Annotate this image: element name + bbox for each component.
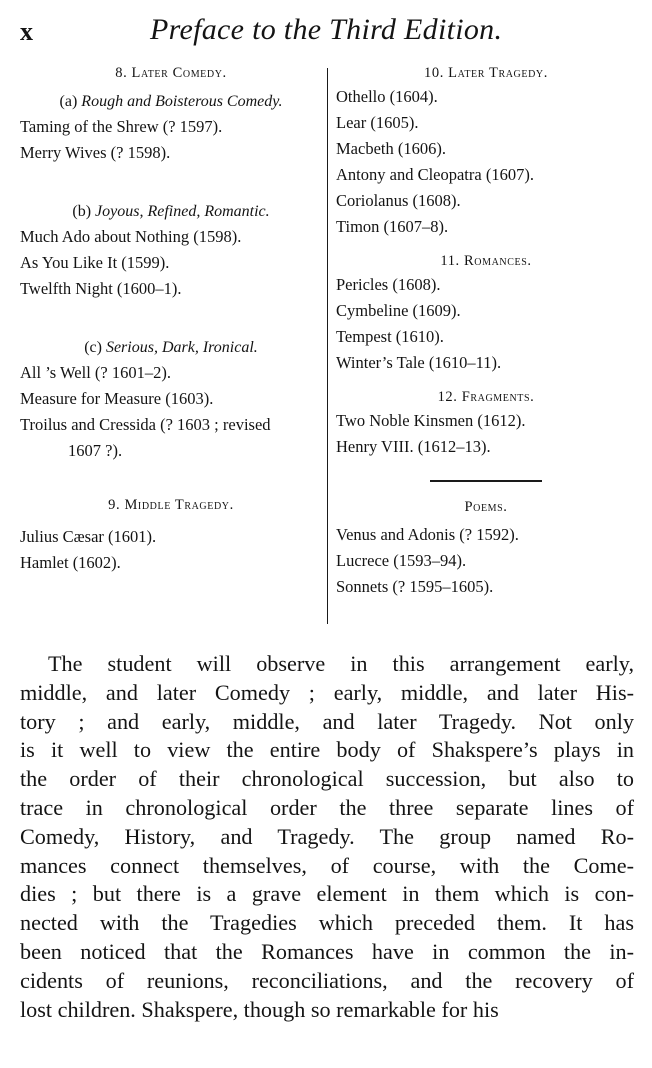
paragraph-line: is it well to view the entire body of Shakspere’s plays in <box>20 737 634 763</box>
poem-entry: Sonnets (? 1595–1605). <box>336 577 494 596</box>
poem-entry: Venus and Adonis (? 1592). <box>336 525 519 544</box>
subheading-label: (b) <box>72 203 92 220</box>
play-entry: Measure for Measure (1603). <box>20 389 214 408</box>
paragraph-line: tory ; and early, middle, and later Tragedy. Not only <box>20 708 634 734</box>
subheading-serious-dark <box>20 336 322 360</box>
subheading-rough-boisterous <box>20 90 322 114</box>
left-column <box>20 62 322 576</box>
play-entry: Pericles (1608). <box>336 275 441 294</box>
play-entry: Timon (1607–8). <box>336 217 449 236</box>
page-number: x <box>20 17 33 46</box>
play-entry: Henry VIII. (1612–13). <box>336 437 491 456</box>
paragraph-line: middle, and later Comedy ; early, middle, and later His- <box>20 679 634 705</box>
subheading-title: Serious, Dark, Ironical. <box>105 339 258 356</box>
play-entry: Two Noble Kinsmen (1612). <box>336 411 526 430</box>
section-heading-romances: 11. Romances. <box>440 253 532 269</box>
play-entry: Twelfth Night (1600–1). <box>20 279 182 298</box>
section-divider-rule <box>430 480 542 482</box>
section-heading-middle-tragedy: 9. Middle Tragedy. <box>108 497 234 513</box>
paragraph-line: mances connect themselves, of course, with the Come- <box>20 852 634 878</box>
subheading-title: Rough and Boisterous Comedy. <box>81 93 283 110</box>
paragraph-line: cidents of reunions, reconciliations, and the recovery of <box>20 967 634 993</box>
play-entry: Macbeth (1606). <box>336 139 446 158</box>
play-entry: Winter’s Tale (1610–11). <box>336 353 502 372</box>
paragraph-line: lost children. Shakspere, though so remarkable for his <box>20 996 499 1022</box>
section-heading-later-tragedy: 10. Later Tragedy. <box>424 65 548 81</box>
play-entry-line: Troilus and Cressida (? 1603 ; revised <box>20 415 271 434</box>
section-heading-later-comedy: 8. Later Comedy. <box>115 65 227 81</box>
play-entry: Lear (1605). <box>336 113 419 132</box>
right-column <box>336 62 636 600</box>
subheading-title: Joyous, Refined, Romantic. <box>95 203 270 220</box>
play-entry-troilus <box>20 412 322 464</box>
play-entry: Much Ado about Nothing (1598). <box>20 227 242 246</box>
play-entry: Antony and Cleopatra (1607). <box>336 165 534 184</box>
play-entry: Taming of the Shrew (? 1597). <box>20 117 223 136</box>
paragraph-line: been noticed that the Romances have in common the in- <box>20 938 634 964</box>
running-title: Preface to the Third Edition. <box>150 13 503 46</box>
play-entry: Merry Wives (? 1598). <box>20 143 171 162</box>
play-entry: Hamlet (1602). <box>20 553 121 572</box>
play-entry: Julius Cæsar (1601). <box>20 527 157 546</box>
section-heading-poems: Poems. <box>464 499 508 515</box>
subheading-joyous-refined <box>20 200 322 224</box>
paragraph-line: dies ; but there is a grave element in them which is con- <box>20 881 634 907</box>
paragraph-line: Comedy, History, and Tragedy. The group named Ro- <box>20 823 634 849</box>
section-heading-fragments: 12. Fragments. <box>437 389 535 405</box>
play-entry: Cymbeline (1609). <box>336 301 461 320</box>
play-entry: Othello (1604). <box>336 87 438 106</box>
play-entry: Tempest (1610). <box>336 327 444 346</box>
play-entry-continuation: 1607 ?). <box>68 441 123 460</box>
paragraph-line: trace in chronological order the three separate lines of <box>20 794 634 820</box>
poem-entry: Lucrece (1593–94). <box>336 551 467 570</box>
paragraph-line: nected with the Tragedies which preceded them. It has <box>20 910 634 936</box>
paragraph-line: The student will observe in this arrangement early, <box>48 651 634 676</box>
play-entry: As You Like It (1599). <box>20 253 170 272</box>
column-divider <box>327 68 328 624</box>
play-entry: Coriolanus (1608). <box>336 191 461 210</box>
subheading-label: (c) <box>84 339 102 356</box>
subheading-label: (a) <box>59 93 78 110</box>
play-entry: All ’s Well (? 1601–2). <box>20 363 171 382</box>
body-paragraph <box>20 650 634 1024</box>
paragraph-line: the order of their chronological succession, but also to <box>20 766 634 792</box>
